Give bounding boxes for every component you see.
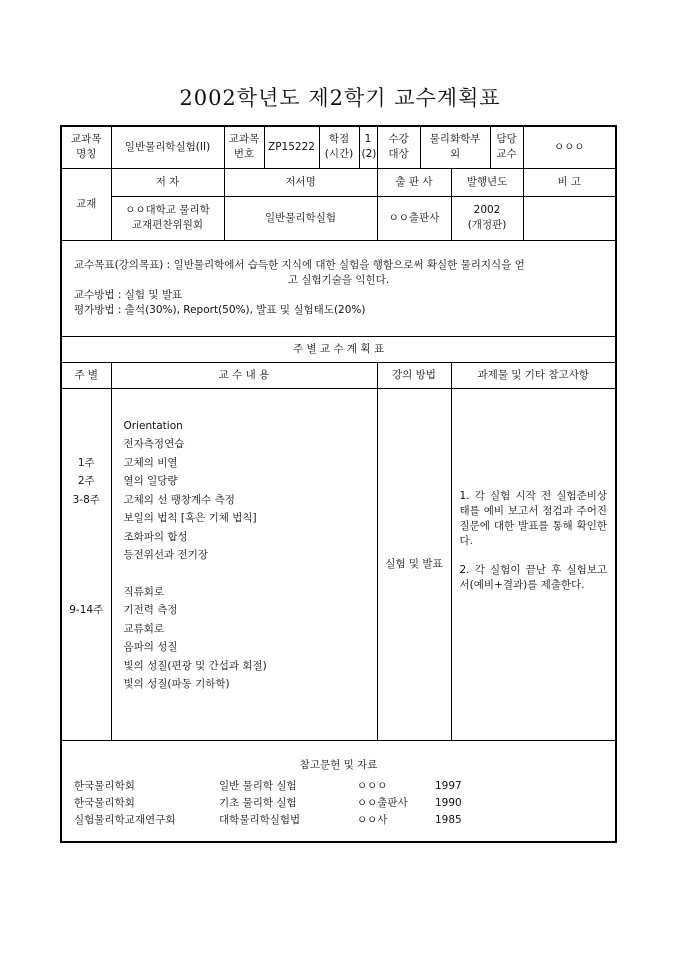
credit-label: 학점 (시간)	[319, 126, 359, 168]
ref-publisher: ㅇㅇㅇ	[357, 779, 388, 792]
header-week: 주 별	[61, 362, 111, 388]
course-code-label: 교과목 번호	[224, 126, 264, 168]
weekly-title-row	[61, 336, 616, 362]
textbook-header-note: 비 고	[523, 168, 616, 196]
content-item: 빛의 성질(파동 기하학)	[123, 678, 230, 690]
content-item: Orientation	[123, 419, 183, 432]
references-title: 참고문헌 및 자료	[299, 758, 378, 771]
ref-publisher: ㅇㅇ사	[357, 813, 388, 826]
content-item: 고체의 선 팽창계수 측정	[123, 493, 235, 506]
header-notes: 과제물 및 기타 참고사항	[451, 362, 616, 388]
ref-year: 1997	[435, 779, 462, 792]
references-row	[61, 740, 616, 842]
reference-row	[74, 795, 603, 812]
textbook-row	[61, 196, 616, 240]
teaching-method: 교수방법 : 실험 및 발표	[74, 289, 183, 301]
textbook-label: 교재	[61, 168, 111, 240]
content-item: 전자측정연습	[123, 438, 185, 450]
ref-title: 대학물리학실험법	[219, 813, 301, 826]
textbook-header-year: 발행년도	[451, 168, 523, 196]
ref-title: 일반 물리학 실험	[219, 779, 297, 792]
textbook-header-row	[61, 168, 616, 196]
course-name-value: 일반물리학실험(II)	[111, 126, 224, 168]
goals-cell	[61, 240, 616, 336]
course-objective-cont: 고 실험기술을 익힌다.	[287, 274, 390, 286]
weekly-header-row	[61, 362, 616, 388]
contents-group-b	[124, 583, 375, 694]
textbook-year: 2002 (개정판)	[451, 196, 523, 240]
reference-row	[74, 778, 603, 795]
weekly-plan-title: 주 별 교 수 계 획 표	[61, 336, 616, 362]
reference-row	[74, 812, 603, 829]
header-method: 강의 방법	[377, 362, 451, 388]
credit-value: 1 (2)	[359, 126, 377, 168]
ref-title: 기초 물리학 실험	[219, 796, 297, 809]
content-item: 등전위선과 전기장	[123, 549, 208, 561]
course-info-row	[61, 126, 616, 168]
content-item: 교류회로	[123, 622, 165, 635]
method-cell: 실험 및 발표	[377, 388, 451, 740]
ref-year: 1985	[435, 813, 462, 826]
textbook-header-publisher: 출 판 사	[377, 168, 451, 196]
weeks-group-b	[64, 601, 109, 620]
course-code-value: ZP15222	[264, 126, 319, 168]
week-label: 1주	[77, 456, 95, 469]
course-objective: 교수목표(강의목표) : 일반물리학에서 습득한 지식에 대한 실험을 행함으로써 확실한 물리지식을 얻	[74, 259, 525, 271]
week-label: 2주	[77, 475, 95, 487]
header-contents: 교 수 내 용	[111, 362, 377, 388]
target-label: 수강 대상	[377, 126, 420, 168]
contents-group-a	[124, 417, 375, 565]
textbook-author: ㅇㅇ대학교 물리학 교재편찬위원회	[111, 196, 224, 240]
textbook-header-title: 저서명	[224, 168, 377, 196]
content-item: 보일의 법칙 [혹은 기체 법칙]	[123, 512, 257, 524]
ref-author: 한국물리학회	[74, 779, 135, 792]
references-cell	[61, 740, 616, 842]
ref-author: 한국물리학회	[74, 796, 135, 809]
instructor-label: 담당 교수	[490, 126, 523, 168]
goals-row	[61, 240, 616, 336]
content-item: 기전력 측정	[123, 604, 178, 616]
content-item: 고체의 비열	[123, 456, 178, 469]
course-plan-table	[60, 125, 617, 843]
note-item: 1. 각 실험 시작 전 실험준비상태를 예비 보고서 점검과 주어진 질문에 대한 발표를 통해 확인한다.	[459, 489, 608, 547]
weekly-content-row	[61, 388, 616, 740]
instructor-value: ㅇㅇㅇ	[523, 126, 616, 168]
week-label: 3-8주	[72, 493, 100, 506]
ref-author: 실험물리학교재연구회	[74, 813, 176, 826]
evaluation-method: 평가방법 : 출석(30%), Report(50%), 발표 및 실험태도(20%)	[74, 304, 366, 316]
ref-publisher: ㅇㅇ출판사	[357, 796, 408, 809]
week-label: 9-14주	[69, 604, 104, 616]
textbook-note	[523, 196, 616, 240]
target-value: 물리화학부 외	[420, 126, 490, 168]
ref-year: 1990	[435, 796, 462, 809]
textbook-publisher: ㅇㅇ출판사	[377, 196, 451, 240]
content-item: 음파의 성질	[123, 641, 178, 653]
content-item: 조화파의 합성	[123, 530, 188, 543]
textbook-header-author: 저 자	[111, 168, 224, 196]
page-title: 2002학년도 제2학기 교수계획표	[179, 86, 501, 110]
content-item: 빛의 성질(편광 및 간섭과 회절)	[123, 659, 267, 672]
content-item: 직류회로	[123, 585, 165, 598]
textbook-title: 일반물리학실험	[224, 196, 377, 240]
weeks-group-a	[64, 454, 109, 510]
course-name-label: 교과목 명칭	[61, 126, 111, 168]
note-item: 2. 각 실험이 끝난 후 실험보고서(예비+결과)를 제출한다.	[459, 563, 608, 591]
content-item: 열의 일당량	[123, 475, 178, 487]
contents-cell	[111, 388, 377, 740]
weeks-cell	[61, 388, 111, 740]
notes-cell	[451, 388, 616, 740]
